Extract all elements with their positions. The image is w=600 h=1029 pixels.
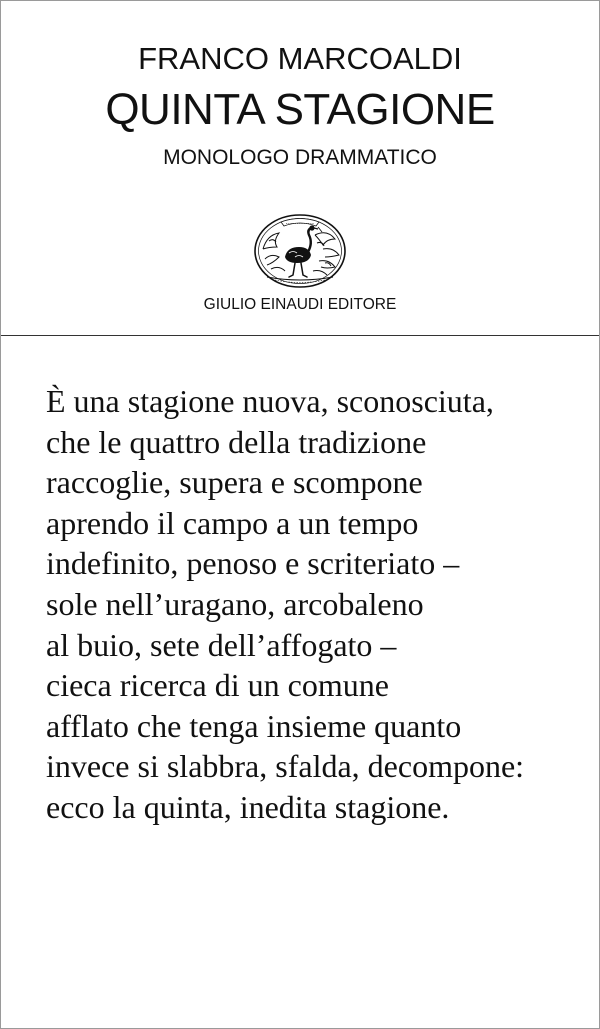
- poem-line: afflato che tenga insieme quanto: [46, 707, 462, 744]
- poem-line: aprendo il campo a un tempo: [46, 504, 419, 541]
- book-title: QUINTA STAGIONE: [105, 85, 495, 134]
- poem-line: È una stagione nuova, sconosciuta,: [46, 383, 494, 419]
- poem-line: invece si slabbra, sfalda, decompone:: [46, 748, 525, 785]
- cover-divider: [1, 335, 599, 336]
- poem-line: cieca ricerca di un comune: [46, 667, 389, 704]
- poem-text: [46, 381, 586, 828]
- poem-line: indefinito, penoso e scriteriato –: [46, 545, 460, 582]
- poem-line: al buio, sete dell’affogato –: [46, 626, 397, 663]
- poem-line: che le quattro della tradizione: [46, 423, 427, 460]
- cover-header: [1, 1, 599, 335]
- poem-line: raccoglie, supera e scompone: [46, 464, 423, 501]
- poem-line: sole nell’uragano, arcobaleno: [46, 585, 424, 622]
- publisher-name: GIULIO EINAUDI EDITORE: [203, 296, 397, 313]
- book-subtitle: MONOLOGO DRAMMATICO: [163, 146, 437, 169]
- author-name: FRANCO MARCOALDI: [138, 41, 462, 76]
- ostrich-emblem-icon: [253, 213, 347, 289]
- poem-line: ecco la quinta, inedita stagione.: [46, 788, 450, 825]
